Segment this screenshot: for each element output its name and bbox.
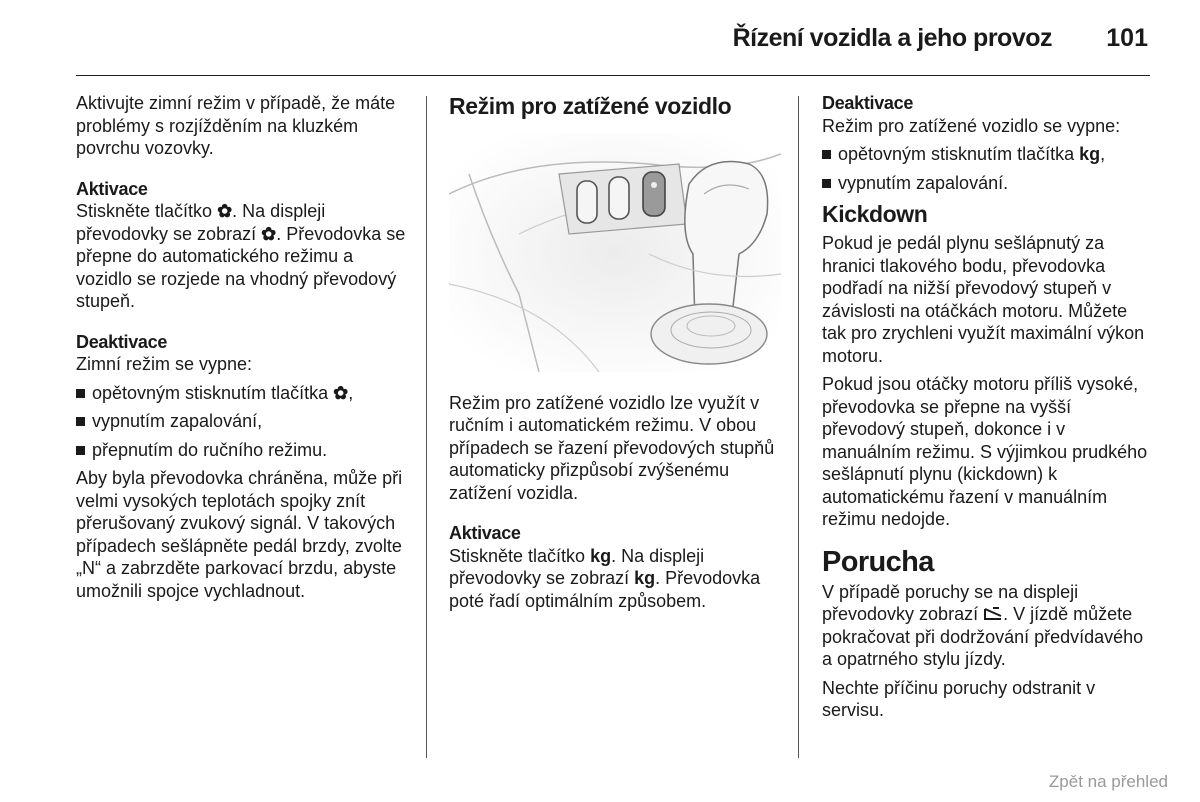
- deactivation-list: [822, 143, 1152, 194]
- bullet-icon: [822, 179, 831, 188]
- winter-mode-icon: ✿: [333, 382, 349, 403]
- list-item: opětovným stisknutím tlačítka kg,: [822, 143, 1152, 166]
- deactivation-paragraph: Zimní režim se vypne:: [76, 354, 253, 374]
- winter-mode-icon: ✿: [217, 201, 233, 221]
- kickdown-heading: Kickdown: [822, 201, 928, 227]
- deactivation-list: [76, 382, 411, 462]
- kickdown-paragraph: Pokud je pedál plynu sešlápnutý za hranici tlakového bodu, převodovka podřadí na nižší převodový stupeň v závislosti na otáčkách motoru. Můžete tak pro zrychleni využít maximální výkon motoru.: [822, 233, 1145, 366]
- column-winter-mode: [76, 92, 411, 608]
- bullet-icon: [822, 150, 831, 159]
- activation-paragraph: Stiskněte tlačítko ✿. Na displeji převodovky se zobrazí ✿. Převodovka se přepne do automatického režimu a vozidlo se rozjede na vhodný převodový stupeň.: [76, 201, 406, 311]
- list-item: opětovným stisknutím tlačítka ✿,: [76, 382, 411, 405]
- page-number: 101: [1106, 24, 1148, 52]
- kg-symbol: kg: [590, 545, 612, 566]
- intro-paragraph: Aktivujte zimní režim v případě, že máte problémy s rozjížděním na kluzkém povrchu vozovky.: [76, 93, 396, 158]
- note-paragraph: Aby byla převodovka chráněna, může při velmi vysokých teplotách spojky znít přerušovaný zvukový signál. V takových případech sešlápněte pedál brzdy, zvolte „N“ a zabrzděte parkovací brzdu, abyste umožnili spojce vychladnout.: [76, 468, 403, 601]
- fault-heading: Porucha: [822, 545, 934, 578]
- header-divider: [76, 75, 1150, 76]
- section-heading: Režim pro zatížené vozidlo: [449, 93, 732, 119]
- activation-heading: Aktivace: [76, 178, 148, 199]
- bullet-icon: [76, 389, 85, 398]
- bullet-icon: [76, 446, 85, 455]
- activation-heading: Aktivace: [449, 523, 521, 543]
- back-to-overview-link[interactable]: Zpět na přehled: [1048, 772, 1168, 791]
- gear-selector-illustration: [449, 134, 781, 372]
- kickdown-paragraph: Pokud jsou otáčky motoru příliš vysoké, převodovka se přepne na vyšší převodový stupeň, dokonce i v manuálním režimu. S výjimkou prudkého sešlápnutí plynu (kickdown) k automatickému řazení v manuálním režimu nedojde.: [822, 374, 1148, 529]
- column-loaded-vehicle: [449, 92, 784, 618]
- deactivation-heading: Deaktivace: [76, 331, 168, 352]
- body-paragraph: Režim pro zatížené vozidlo lze využít v ručním i automatickém režimu. V obou případech se řazení převodových stupňů automaticky přizpůsobí zvýšenému zatížení vozidla.: [449, 392, 775, 503]
- list-item: vypnutím zapalování,: [76, 410, 411, 433]
- list-item: vypnutím zapalování.: [822, 172, 1152, 195]
- winter-mode-icon: ✿: [261, 223, 277, 244]
- fault-paragraph: V případě poruchy se na displeji převodovky zobrazí . V jízdě můžete pokračovat při dodržování předvídavého a opatrného stylu jízdy.: [822, 581, 1144, 669]
- gear-fault-icon: [983, 606, 1003, 622]
- deactivation-heading: Deaktivace: [822, 93, 914, 113]
- column-kickdown-fault: [822, 92, 1152, 728]
- activation-paragraph: Stiskněte tlačítko kg. Na displeji převodovky se zobrazí kg. Převodovka poté řadí optimálním způsobem.: [449, 545, 761, 611]
- list-item: přepnutím do ručního režimu.: [76, 439, 411, 462]
- fault-paragraph: Nechte příčinu poruchy odstranit v servisu.: [822, 677, 1096, 720]
- kg-symbol: kg: [1079, 144, 1101, 164]
- bullet-icon: [76, 417, 85, 426]
- column-divider: [426, 96, 427, 758]
- page-title: Řízení vozidla a jeho provoz: [732, 24, 1052, 52]
- deactivation-paragraph: Režim pro zatížené vozidlo se vypne:: [822, 115, 1121, 136]
- kg-symbol: kg: [634, 568, 656, 588]
- column-divider: [798, 96, 799, 758]
